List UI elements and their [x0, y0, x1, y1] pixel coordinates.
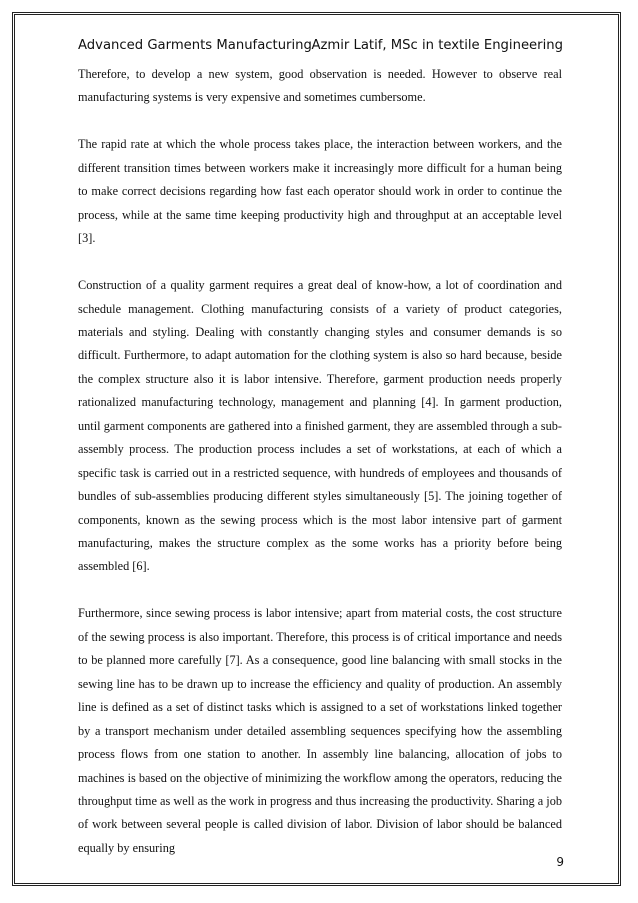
header-book-title: Advanced Garments Manufacturing: [78, 38, 312, 53]
paragraph: Furthermore, since sewing process is labor intensive; apart from material costs, the cost structure of the sewing process is also important. Therefore, this process is of critical importance and needs to be planned more carefully [7]. As a consequence, good line balancing with small stocks in the sewing line has to be drawn up to increase the efficiency and quality of production. An assembly line is defined as a set of distinct tasks which is assigned to a set of workstations linked together by a transport mechanism under detailed assembling sequences specifying how the assembling process flows from one station to another. In assembly line balancing, allocation of jobs to machines is based on the objective of minimizing the workflow among the operators, reducing the throughput time as well as the work in progress and thus increasing the productivity. Sharing a job of work between several people is called division of labor. Division of labor should be balanced equally by ensuring: [78, 606, 562, 855]
paragraph: Therefore, to develop a new system, good observation is needed. However to observe real manufacturing systems is very expensive and sometimes cumbersome.: [78, 67, 562, 105]
paragraph: Construction of a quality garment requires a great deal of know-how, a lot of coordination and schedule management. Clothing manufacturing consists of a variety of product categories, materials and styling. Dealing with constantly changing styles and consumer demands is so difficult. Furthermore, to adapt automation for the clothing system is also so hard because, beside the complex structure also it is labor intensive. Therefore, garment production needs properly rationalized manufacturing technology, management and planning [4]. In garment production, until garment components are gathered into a finished garment, they are assembled through a sub-assembly process. The production process includes a set of workstations, at each of which a specific task is carried out in a restricted sequence, with hundreds of employees and thousands of bundles of sub-assemblies producing different styles simultaneously [5]. The joining together of components, known as the sewing process which is the most labor intensive part of garment manufacturing, makes the structure complex as the some works has a priority before being assembled [6].: [78, 278, 562, 574]
header-author: Azmir Latif, MSc in textile Engineering: [311, 38, 563, 53]
body-text: [78, 63, 562, 860]
page-header: [78, 38, 563, 58]
page-number: 9: [556, 855, 564, 869]
paragraph: The rapid rate at which the whole process takes place, the interaction between workers, and the different transition times between workers make it increasingly more difficult for a human being to make correct decisions regarding how fast each operator should work in order to continue the process, while at the same time keeping productivity high and throughput at an acceptable level [3].: [78, 137, 562, 246]
